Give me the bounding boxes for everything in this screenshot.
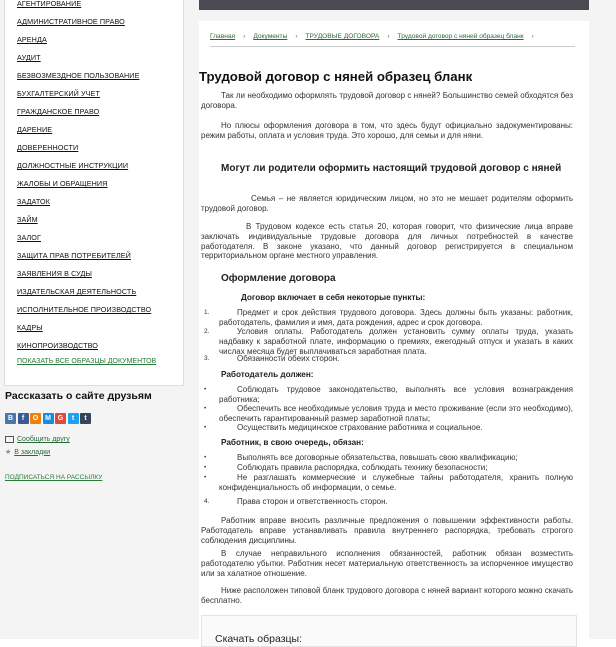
bookmarks-link[interactable]: В закладки [14, 448, 51, 456]
sidebar-category-link[interactable]: КИНОПРОИЗВОДСТВО [17, 341, 98, 350]
list-item: • Осуществить медицинское страхование работника и социальное. [204, 423, 483, 432]
list-item: • Обеспечить все необходимые условия труда и место проживание (если это необходимо), обеспечить гарантированный размер заработной платы; [204, 404, 573, 423]
list-item: • Не разглашать коммерческие и служебные тайны работодателя, хранить полную конфиденциальность об информации, о семье. [204, 473, 573, 492]
section-heading-form: Оформление договора [221, 273, 336, 284]
sidebar-category-link[interactable]: ЗАДАТОК [17, 197, 51, 206]
paragraph-family: Семья – не является юридическим лицом, но это не мешает родителям оформить трудовой договор. [201, 194, 573, 213]
social-share-button[interactable]: f [18, 413, 29, 424]
social-buttons [5, 413, 91, 424]
sidebar-category-link[interactable]: БЕЗВОЗМЕЗДНОЕ ПОЛЬЗОВАНИЕ [17, 71, 140, 80]
list-item: 4. Права сторон и ответственность сторон. [204, 497, 388, 506]
breadcrumb-current[interactable]: Трудовой договор с няней образец бланк [397, 33, 524, 40]
paragraph-below: Ниже расположен типовой бланк трудового договора с няней вариант которого можно скачать бесплатно. [201, 586, 573, 605]
subscribe-link[interactable]: ПОДПИСАТЬСЯ НА РАССЫЛКУ [5, 474, 103, 481]
sidebar-category-link[interactable]: ИЗДАТЕЛЬСКАЯ ДЕЯТЕЛЬНОСТЬ [17, 287, 137, 296]
show-all-documents-link[interactable]: ПОКАЗАТЬ ВСЕ ОБРАЗЦЫ ДОКУМЕНТОВ [17, 358, 157, 365]
sidebar-category-link[interactable]: ЗАЯВЛЕНИЯ В СУДЫ [17, 269, 92, 278]
section-heading-can-parents: Могут ли родители оформить настоящий трудовой договор с няней [221, 163, 562, 174]
header-banner [199, 0, 589, 10]
sidebar-category-item[interactable] [17, 31, 151, 49]
sidebar-category-item[interactable] [17, 0, 151, 13]
social-share-button[interactable]: М [43, 413, 54, 424]
list-item: • Соблюдать правила распорядка, соблюдать технику безопасности; [204, 463, 488, 472]
intro-paragraph-2: Но плюсы оформления договора в том, что здесь будут официально задокументированы: режим работы, оплата и условия труда. Это хорошо, для семьи и для няни. [201, 121, 573, 140]
paragraph-improper: В случае неправильного исполнения обязанностей, работник обязан возместить работодателю убытки. Работник несет материальную ответственность за испорченное имущество или за халатное отношение. [201, 549, 573, 578]
social-share-button[interactable]: В [5, 413, 16, 424]
sidebar-category-item[interactable] [17, 319, 151, 337]
sidebar-category-link[interactable]: АГЕНТИРОВАНИЕ [17, 0, 82, 8]
sidebar-category-item[interactable] [17, 121, 151, 139]
sidebar-category-item[interactable] [17, 193, 151, 211]
sidebar-category-item[interactable] [17, 301, 151, 319]
share-title: Рассказать о сайте друзьям [5, 390, 152, 402]
sidebar-category-link[interactable]: БУХГАЛТЕРСКИЙ УЧЕТ [17, 89, 100, 98]
social-share-button[interactable]: G [55, 413, 66, 424]
download-title: Скачать образцы: [215, 633, 302, 645]
sidebar-category-item[interactable] [17, 103, 151, 121]
sidebar-category-link[interactable]: АУДИТ [17, 53, 41, 62]
sidebar-category-item[interactable] [17, 157, 151, 175]
list-item: 1. Предмет и срок действия трудового договора. Здесь должны быть указаны: работник, работодатель, фамилия и имя, дата рождения, адрес и срок договора. [204, 308, 573, 327]
breadcrumb-documents[interactable]: Документы [253, 33, 288, 40]
star-icon: ★ [5, 449, 12, 456]
sidebar-category-link[interactable]: АРЕНДА [17, 35, 47, 44]
sidebar-category-item[interactable] [17, 229, 151, 247]
category-list [17, 0, 151, 355]
sidebar-category-item[interactable] [17, 67, 151, 85]
paragraph-worker-rights: Работник вправе вносить различные предложения о повышении эффективности работы. Работодатель вправе устанавливать правила внутреннего распорядка, требовать строгого соблюдения дисциплины. [201, 516, 573, 545]
page-title: Трудовой договор с няней образец бланк [199, 68, 473, 84]
sidebar-category-item[interactable] [17, 85, 151, 103]
bookmarks[interactable] [5, 448, 50, 456]
breadcrumb-divider [210, 46, 575, 47]
paragraph-labor-code: В Трудовом кодексе есть статья 20, которая говорит, что физические лица вправе заключать индивидуальные трудовые договора для личных потребностей в качестве работодателя. В законе указано, что данный договор регистрируется в специальном территориальном органе местного управления. [201, 222, 573, 261]
list-item: 3. Обязанности обеих сторон. [204, 354, 340, 363]
social-share-button[interactable]: О [30, 413, 41, 424]
sidebar-category-link[interactable]: ДАРЕНИЕ [17, 125, 53, 134]
sidebar-category-link[interactable]: ЖАЛОБЫ И ОБРАЩЕНИЯ [17, 179, 108, 188]
sidebar-category-item[interactable] [17, 265, 151, 283]
list-item: • Соблюдать трудовое законодательство, выполнять все условия вознаграждения работника; [204, 385, 573, 404]
worker-must-label: Работник, в свою очередь, обязан: [221, 438, 364, 447]
sidebar-category-item[interactable] [17, 13, 151, 31]
breadcrumb-home[interactable]: Главная [210, 33, 236, 40]
tell-friend[interactable] [5, 436, 70, 443]
breadcrumb: Главная › Документы › ТРУДОВЫЕ ДОГОВОРА › Трудовой договор с няней образец бланк › [210, 33, 534, 40]
sidebar-category-item[interactable] [17, 247, 151, 265]
sidebar-category-item[interactable] [17, 211, 151, 229]
list-item: • Выполнять все договорные обязательства, повышать свою квалификацию; [204, 453, 518, 462]
sidebar-category-link[interactable]: ДОЛЖНОСТНЫЕ ИНСТРУКЦИИ [17, 161, 129, 170]
includes-label: Договор включает в себя некоторые пункты: [241, 293, 426, 302]
sidebar-category-link[interactable]: ГРАЖДАНСКОЕ ПРАВО [17, 107, 100, 116]
category-box [4, 0, 184, 386]
sidebar-category-link[interactable]: ЗАЙМ [17, 215, 38, 224]
main-content [184, 0, 616, 645]
sidebar-category-link[interactable]: ИСПОЛНИТЕЛЬНОЕ ПРОИЗВОДСТВО [17, 305, 152, 314]
employer-must-label: Работодатель должен: [221, 370, 314, 379]
sidebar-category-item[interactable] [17, 337, 151, 355]
sidebar-category-item[interactable] [17, 49, 151, 67]
sidebar-category-link[interactable]: КАДРЫ [17, 323, 43, 332]
sidebar-category-link[interactable]: ЗАЛОГ [17, 233, 41, 242]
intro-paragraph-1: Так ли необходимо оформлять трудовой договор с няней? Большинство семей обходятся без договора. [201, 91, 573, 110]
article [199, 21, 589, 645]
social-share-button[interactable]: t [80, 413, 91, 424]
sidebar-category-link[interactable]: ДОВЕРЕННОСТИ [17, 143, 79, 152]
sidebar-category-item[interactable] [17, 283, 151, 301]
breadcrumb-category[interactable]: ТРУДОВЫЕ ДОГОВОРА [305, 33, 380, 40]
list-item: 2. Условия оплаты. Работодатель должен установить сумму оплаты труда, указать надбавку к заработной плате, информацию о премиях, ежегодный отпуск и указать в каких числах месяца будет выплачиваться заработная плата. [204, 327, 573, 356]
sidebar-category-link[interactable]: ЗАЩИТА ПРАВ ПОТРЕБИТЕЛЕЙ [17, 251, 131, 260]
sidebar-category-item[interactable] [17, 175, 151, 193]
mail-icon [5, 436, 14, 443]
tell-friend-link[interactable]: Сообщить другу [17, 436, 70, 443]
social-share-button[interactable]: t [68, 413, 79, 424]
sidebar [0, 0, 184, 639]
sidebar-category-item[interactable] [17, 139, 151, 157]
sidebar-category-link[interactable]: АДМИНИСТРАТИВНОЕ ПРАВО [17, 17, 125, 26]
